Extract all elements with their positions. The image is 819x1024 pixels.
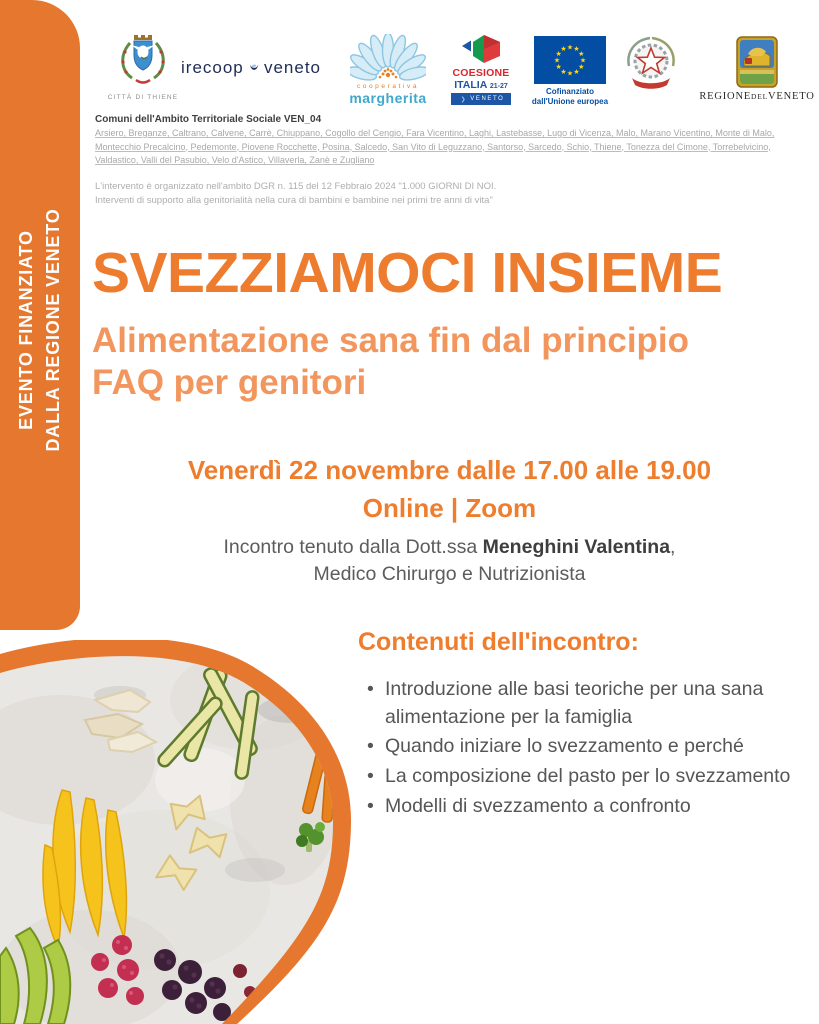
daisy-flower-icon [350,34,426,82]
svg-text:★: ★ [560,45,567,54]
svg-text:★: ★ [566,69,574,78]
coesione-word: COESIONE [452,67,510,79]
list-item: • Modelli di svezzamento a confronto [362,793,808,821]
event-subtitle: Alimentazione sana fin dal principio FAQ per genitori [92,321,690,402]
contents-heading: Contenuti dell'incontro: [358,628,639,656]
margherita-word: margherita [349,90,427,106]
logo-strip [95,26,815,112]
irecoop-word: irecoop [181,58,244,77]
svg-text:★: ★ [555,50,562,58]
badge-chevron-icon: ❯ [460,96,468,103]
svg-text:★: ★ [553,56,561,65]
veneto-word: veneto [263,58,321,77]
eu-flag-icon [534,36,606,84]
regione-veneto-logo [699,36,815,102]
svg-text:★: ★ [573,67,580,76]
list-item: • La composizione del pasto per lo svezzamento [362,763,808,791]
cooperativa-margherita-logo [345,34,431,106]
svg-text:★: ★ [560,67,567,76]
funding-band-line1: EVENTO FINANZIATO [16,230,36,430]
funding-band-line2: DALLA REGIONE VENETO [43,208,63,452]
funding-note-line2: Interventi di supporto alla genitorialità nella cura di bambini e bambine nei primi tre anni di vita" [95,194,493,206]
svg-text:★: ★ [573,45,580,54]
event-datetime: Venerdì 22 novembre dalle 17.00 alle 19.00 [187,455,712,485]
list-item: • Introduzione alle basi teoriche per una sana alimentazione per la famiglia [362,676,808,731]
eu-cofunded-logo [529,36,611,107]
list-item: • Quando iniziare lo svezzamento e perché [362,733,808,761]
eu-caption: Cofinanziato dall'Unione europea [531,87,609,106]
svg-text:★: ★ [578,50,585,58]
irecoop-veneto-logo [181,52,321,84]
ambito-title: Comuni dell'Ambito Territoriale Sociale VEN_04 [95,114,322,125]
italian-republic-emblem [619,34,683,94]
citta-di-thiene-logo [95,30,191,101]
municipalities-text: Arsiero, Breganze, Caltrano, Calvene, Carrè, Chiuppano, Cogollo del Cengio, Fara Vicentino, Laghi, Lastebasse, Lugo di Vicenza, Malo, Marano Vicentino, Monte di Malo, Montecchio Precalcino, Pedemonte, Piovene Rocchette, Posina, Salcedo, San Vito di Leguzzano, Santorso, Sarcedo, Schio, Thiene, Tonezza del Cimone, Torrebelvicino, Valdastico, Valli del Pasubio, Velo d'Astico, Villaverla, Zanè e Zugliano [95,128,775,165]
svg-text:★: ★ [579,56,587,65]
thiene-crest-icon [116,30,170,92]
regione-veneto-caption: REGIONEDELVENETO [699,91,815,102]
veneto-badge: ❯ VENETO [451,93,512,105]
thiene-caption: CITTÀ DI THIENE [107,94,179,101]
event-when [80,452,819,527]
coesione-italia-logo [445,32,517,105]
svg-text:★: ★ [578,63,585,71]
coesione-mark-icon [460,32,502,66]
svg-text:★: ★ [555,63,562,71]
cooperativa-word: cooperativa [356,83,420,90]
irecoop-swoosh-icon [249,52,259,84]
speaker-block [80,534,819,589]
veneto-crest-icon [736,36,778,88]
funding-band-text [13,208,67,451]
food-photo-blob [0,640,560,1024]
event-venue: Online | Zoom [362,492,537,523]
funding-note [95,180,575,208]
funding-note-line1: L'intervento è organizzato nell'ambito DGR n. 115 del 12 Febbraio 2024 "1.000 GIORNI DI NOI. [95,181,497,192]
italy-emblem-icon [621,34,681,94]
event-title: SVEZZIAMOCI INSIEME [92,241,723,305]
svg-text:★: ★ [566,43,574,52]
funding-band [0,0,80,630]
speaker-role: Medico Chirurgo e Nutrizionista [313,563,586,586]
italia-word: ITALIA 21-27 [454,79,508,91]
speaker-line: Incontro tenuto dalla Dott.ssa Meneghini Valentina, [223,536,676,558]
ambito-block [95,114,801,168]
speaker-name: Meneghini Valentina [482,536,671,558]
